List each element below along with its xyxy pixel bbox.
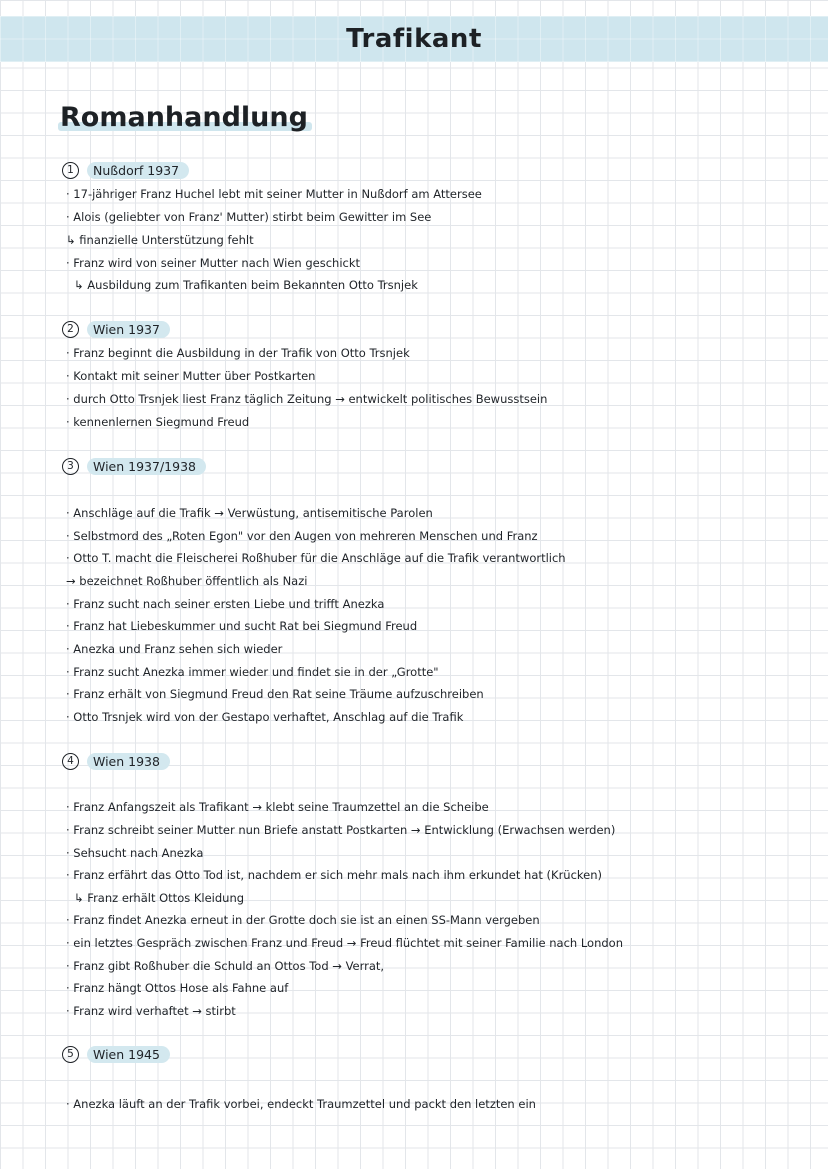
section-4-header <box>62 753 170 770</box>
section-label: Wien 1945 <box>87 1046 170 1063</box>
list-item: · Franz beginnt die Ausbildung in der Trafik von Otto Trsnjek <box>66 346 410 360</box>
list-item: ↳ Ausbildung zum Trafikanten beim Bekannten Otto Trsnjek <box>74 278 418 292</box>
list-item: · Franz sucht nach seiner ersten Liebe und trifft Anezka <box>66 597 385 611</box>
page-title: Trafikant <box>346 24 482 54</box>
list-item: · Franz wird von seiner Mutter nach Wien geschickt <box>66 256 361 270</box>
list-item: · durch Otto Trsnjek liest Franz täglich Zeitung → entwickelt politisches Bewusstsein <box>66 392 548 406</box>
list-item: · Anezka läuft an der Trafik vorbei, endeckt Traumzettel und packt den letzten ein <box>66 1097 536 1111</box>
section-label: Wien 1937/1938 <box>87 458 206 475</box>
list-item: · Franz wird verhaftet → stirbt <box>66 1004 236 1018</box>
list-item: · Selbstmord des „Roten Egon" vor den Augen von mehreren Menschen und Franz <box>66 529 538 543</box>
section-number: 5 <box>62 1046 79 1063</box>
list-item: → bezeichnet Roßhuber öffentlich als Nazi <box>66 574 308 588</box>
section-label: Nußdorf 1937 <box>87 162 189 179</box>
list-item: · Franz hat Liebeskummer und sucht Rat bei Siegmund Freud <box>66 619 418 633</box>
section-number: 2 <box>62 321 79 338</box>
section-label: Wien 1938 <box>87 753 170 770</box>
list-item: · Franz hängt Ottos Hose als Fahne auf <box>66 981 289 995</box>
list-item: · Franz findet Anezka erneut in der Grotte doch sie ist an einen SS-Mann vergeben <box>66 913 540 927</box>
section-2-header <box>62 321 170 338</box>
list-item: · ein letztes Gespräch zwischen Franz und Freud → Freud flüchtet mit seiner Familie nach London <box>66 936 623 950</box>
title-banner <box>0 16 828 62</box>
list-item: · Anschläge auf die Trafik → Verwüstung, antisemitische Parolen <box>66 506 433 520</box>
section-5-header <box>62 1046 170 1063</box>
list-item: ↳ Franz erhält Ottos Kleidung <box>74 891 245 905</box>
section-number: 1 <box>62 162 79 179</box>
section-label: Wien 1937 <box>87 321 170 338</box>
section-number: 3 <box>62 458 79 475</box>
list-item: · kennenlernen Siegmund Freud <box>66 415 250 429</box>
list-item: · Franz erhält von Siegmund Freud den Rat seine Träume aufzuschreiben <box>66 687 484 701</box>
list-item: ↳ finanzielle Unterstützung fehlt <box>66 233 254 247</box>
list-item: · Kontakt mit seiner Mutter über Postkarten <box>66 369 316 383</box>
section-number: 4 <box>62 753 79 770</box>
list-item: · Franz schreibt seiner Mutter nun Briefe anstatt Postkarten → Entwicklung (Erwachsen werden) <box>66 823 616 837</box>
list-item: · Franz erfährt das Otto Tod ist, nachdem er sich mehr mals nach ihm erkundet hat (Krücken) <box>66 868 603 882</box>
list-item: · Franz sucht Anezka immer wieder und findet sie in der „Grotte" <box>66 665 439 679</box>
list-item: · Otto T. macht die Fleischerei Roßhuber für die Anschläge auf die Trafik verantwortlich <box>66 551 566 565</box>
list-item: · Anezka und Franz sehen sich wieder <box>66 642 283 656</box>
list-item: · Sehsucht nach Anezka <box>66 846 204 860</box>
list-item: · Otto Trsnjek wird von der Gestapo verhaftet, Anschlag auf die Trafik <box>66 710 464 724</box>
list-item: · 17-jähriger Franz Huchel lebt mit seiner Mutter in Nußdorf am Attersee <box>66 187 482 201</box>
list-item: · Franz Anfangszeit als Trafikant → klebt seine Traumzettel an die Scheibe <box>66 800 489 814</box>
section-1-header <box>62 162 189 179</box>
section-heading: Romanhandlung <box>60 102 308 133</box>
list-item: · Alois (geliebter von Franz' Mutter) stirbt beim Gewitter im See <box>66 210 432 224</box>
section-3-header <box>62 458 206 475</box>
list-item: · Franz gibt Roßhuber die Schuld an Ottos Tod → Verrat, <box>66 959 385 973</box>
